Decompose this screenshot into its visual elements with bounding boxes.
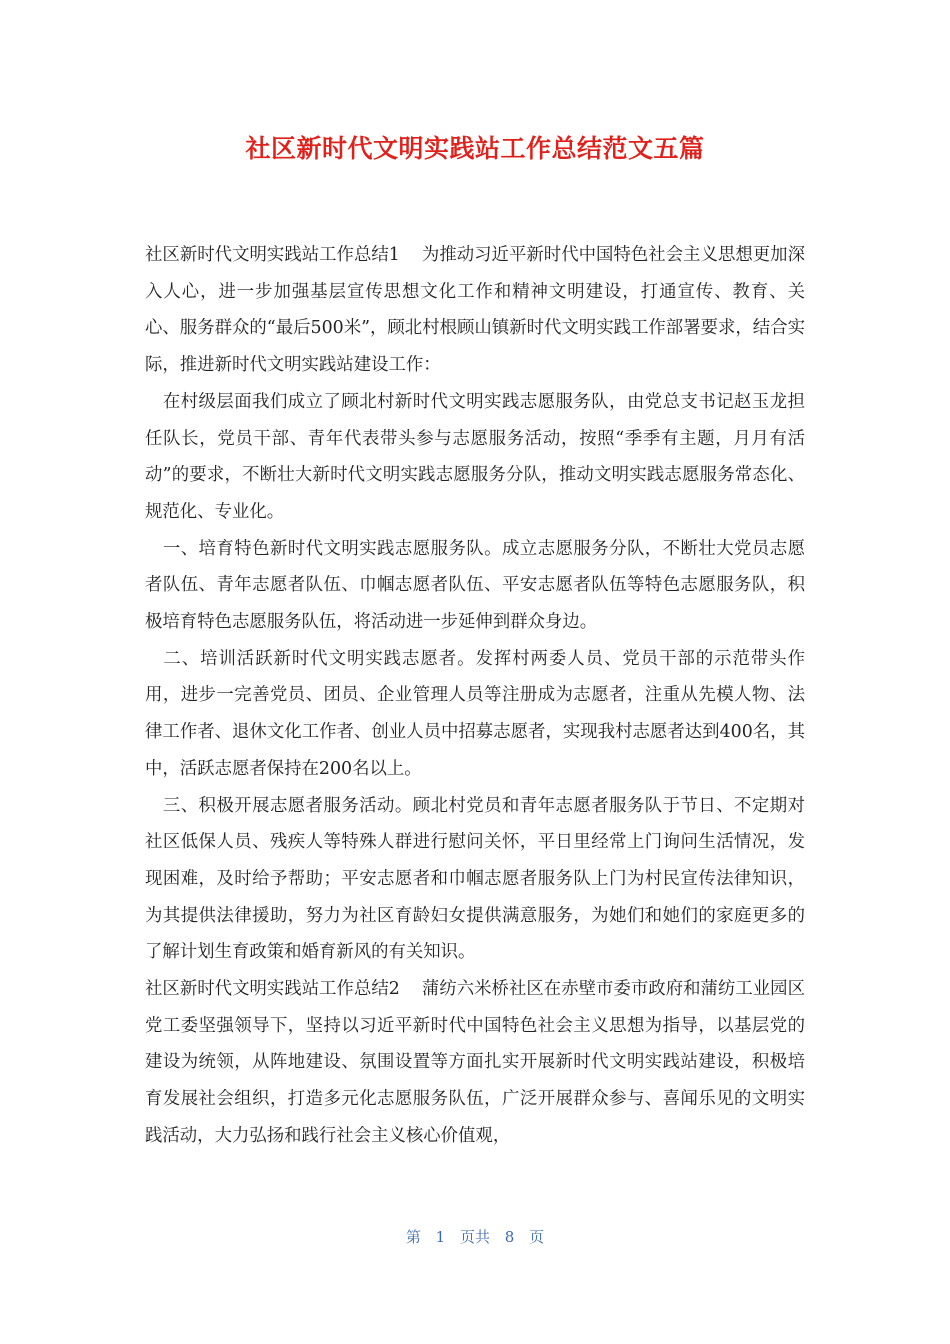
paragraph-text: 为推动习近平新时代中国特色社会主义思想更加深入人心，进一步加强基层宣传思想文化工作和精神文明建设，打通宣传、教育、关心、服务群众的“最后500米”，顾北村根顾山镇新时代文明实践工作部署要求，结合实际，推进新时代文明实践站建设工作： xyxy=(145,245,805,376)
paragraph-text: 蒲纺六米桥社区在赤壁市委市政府和蒲纺工业园区党工委坚强领导下，坚持以习近平新时代中国特色社会主义思想为指导，以基层党的建设为统领，从阵地建设、氛围设置等方面扎实开展新时代文明实践站建设，积极培育发展社会组织，打造多元化志愿服务队伍，广泛开展群众参与、喜闻乐见的文明实践活动，大力弘扬和践行社会主义核心价值观， xyxy=(145,979,805,1146)
paragraph-text: 一、培育特色新时代文明实践志愿服务队。成立志愿服务分队，不断壮大党员志愿者队伍、青年志愿者队伍、巾帼志愿者队伍、平安志愿者队伍等特色志愿服务队，积极培育特色志愿服务队伍，将活动进一步延伸到群众身边。 xyxy=(145,538,805,633)
footer-suffix: 页 xyxy=(529,1228,545,1246)
paragraph-1 xyxy=(145,237,805,384)
paragraph-text: 在村级层面我们成立了顾北村新时代文明实践志愿服务队，由党总支书记赵玉龙担任队长，党员干部、青年代表带头参与志愿服务活动，按照“季季有主题，月月有活动”的要求，不断壮大新时代文明实践志愿服务分队，推动文明实践志愿服务常态化、规范化、专业化。 xyxy=(145,391,805,522)
footer-total-pages: 8 xyxy=(504,1228,515,1246)
paragraph-text: 二、培训活跃新时代文明实践志愿者。发挥村两委人员、党员干部的示范带头作用，进步一完善党员、团员、企业管理人员等注册成为志愿者，注重从先模人物、法律工作者、退休文化工作者、创业人员中招募志愿者，实现我村志愿者达到400名，其中，活跃志愿者保持在200名以上。 xyxy=(145,648,805,779)
paragraph-6 xyxy=(145,971,805,1155)
paragraph-text: 三、积极开展志愿者服务活动。顾北村党员和青年志愿者服务队于节日、不定期对社区低保人员、残疾人等特殊人群进行慰问关怀，平日里经常上门询问生活情况，发现困难，及时给予帮助；平安志愿者和巾帼志愿者服务队上门为村民宣传法律知识，为其提供法律援助，努力为社区育龄妇女提供满意服务，为她们和她们的家庭更多的了解计划生育政策和婚育新风的有关知识。 xyxy=(145,795,805,963)
section-heading-1: 社区新时代文明实践站工作总结1 xyxy=(145,245,400,265)
section-heading-2: 社区新时代文明实践站工作总结2 xyxy=(145,979,400,1000)
paragraph-5 xyxy=(145,788,805,972)
document-title: 社区新时代文明实践站工作总结范文五篇 xyxy=(245,134,705,163)
paragraph-2 xyxy=(145,384,805,531)
page-footer xyxy=(0,1227,950,1247)
footer-middle: 页共 xyxy=(459,1228,490,1246)
document-body xyxy=(145,237,805,1155)
footer-page-number: 1 xyxy=(435,1228,446,1246)
footer-prefix: 第 xyxy=(405,1228,421,1246)
paragraph-4 xyxy=(145,641,805,788)
paragraph-3 xyxy=(145,531,805,641)
